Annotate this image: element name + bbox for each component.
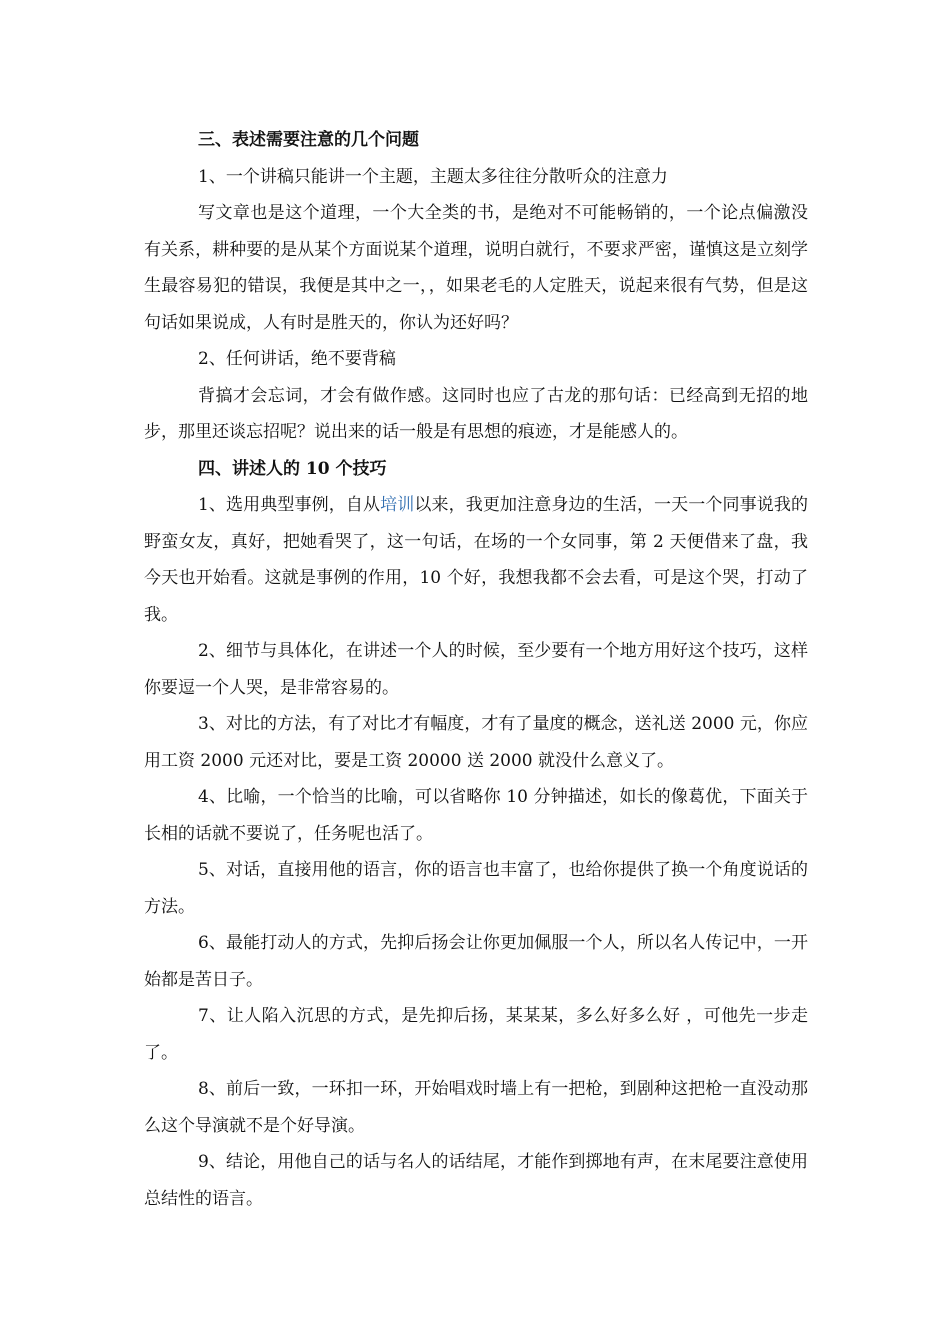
- document-body: [144, 122, 808, 1217]
- paragraph: 写文章也是这个道理，一个大全类的书，是绝对不可能畅销的，一个论点偏激没有关系，耕种要的是从某个方面说某个道理，说明白就行，不要求严密，谨慎这是立刻学生最容易犯的错误，我便是其中之一，，如果老毛的人定胜天，说起来很有气势，但是这句话如果说成，人有时是胜天的，你认为还好吗？: [144, 203, 808, 333]
- paragraph: 背搞才会忘词，才会有做作感。这同时也应了古龙的那句话：已经高到无招的地步，那里还谈忘招呢？说出来的话一般是有思想的痕迹，才是能感人的。: [144, 385, 808, 442]
- paragraph: 1、一个讲稿只能讲一个主题，主题太多往往分散听众的注意力: [198, 166, 668, 187]
- paragraph: 8、前后一致，一环扣一环，开始唱戏时墙上有一把枪，到剧种这把枪一直没动那么这个导演就不是个好导演。: [144, 1079, 808, 1136]
- paragraph: 6、最能打动人的方式，先抑后扬会让你更加佩服一个人，所以名人传记中，一开始都是苦日子。: [144, 933, 808, 990]
- paragraph: 4、比喻，一个恰当的比喻，可以省略你 10 分钟描述，如长的像葛优，下面关于长相的话就不要说了，任务呢也活了。: [144, 787, 808, 844]
- paragraph: 2、任何讲话，绝不要背稿: [198, 349, 396, 369]
- paragraph: 2、细节与具体化，在讲述一个人的时候，至少要有一个地方用好这个技巧，这样你要逗一个人哭，是非常容易的。: [144, 641, 808, 698]
- paragraph: 5、对话，直接用他的语言，你的语言也丰富了，也给你提供了换一个角度说话的方法。: [144, 860, 808, 917]
- text-span: 以来，我更加注意身边的生活，一天一个同事说我的野蛮女友，真好，把她看哭了，这一句话，在场的一个女同事，第 2 天便借来了盘，我今天也开始看。这就是事例的作用，10 个好，我想我都不会去看，可是这个哭，打动了我。: [144, 495, 809, 625]
- paragraph: [144, 487, 808, 633]
- section-heading-3: 三、表述需要注意的几个问题: [198, 130, 419, 150]
- paragraph: 9、结论，用他自己的话与名人的话结尾，才能作到掷地有声，在末尾要注意使用总结性的语言。: [144, 1152, 808, 1209]
- training-link[interactable]: 培训: [380, 495, 415, 515]
- paragraph: 3、对比的方法，有了对比才有幅度，才有了量度的概念，送礼送 2000 元，你应用工资 2000 元还对比，要是工资 20000 送 2000 就没什么意义了。: [144, 714, 808, 771]
- section-heading-4: 四、讲述人的 10 个技巧: [198, 458, 387, 479]
- text-span: 1、选用典型事例，自从: [198, 495, 381, 515]
- paragraph: 7、让人陷入沉思的方式，是先抑后扬，某某某，多么好多么好 ，可他先一步走了。: [144, 1006, 808, 1063]
